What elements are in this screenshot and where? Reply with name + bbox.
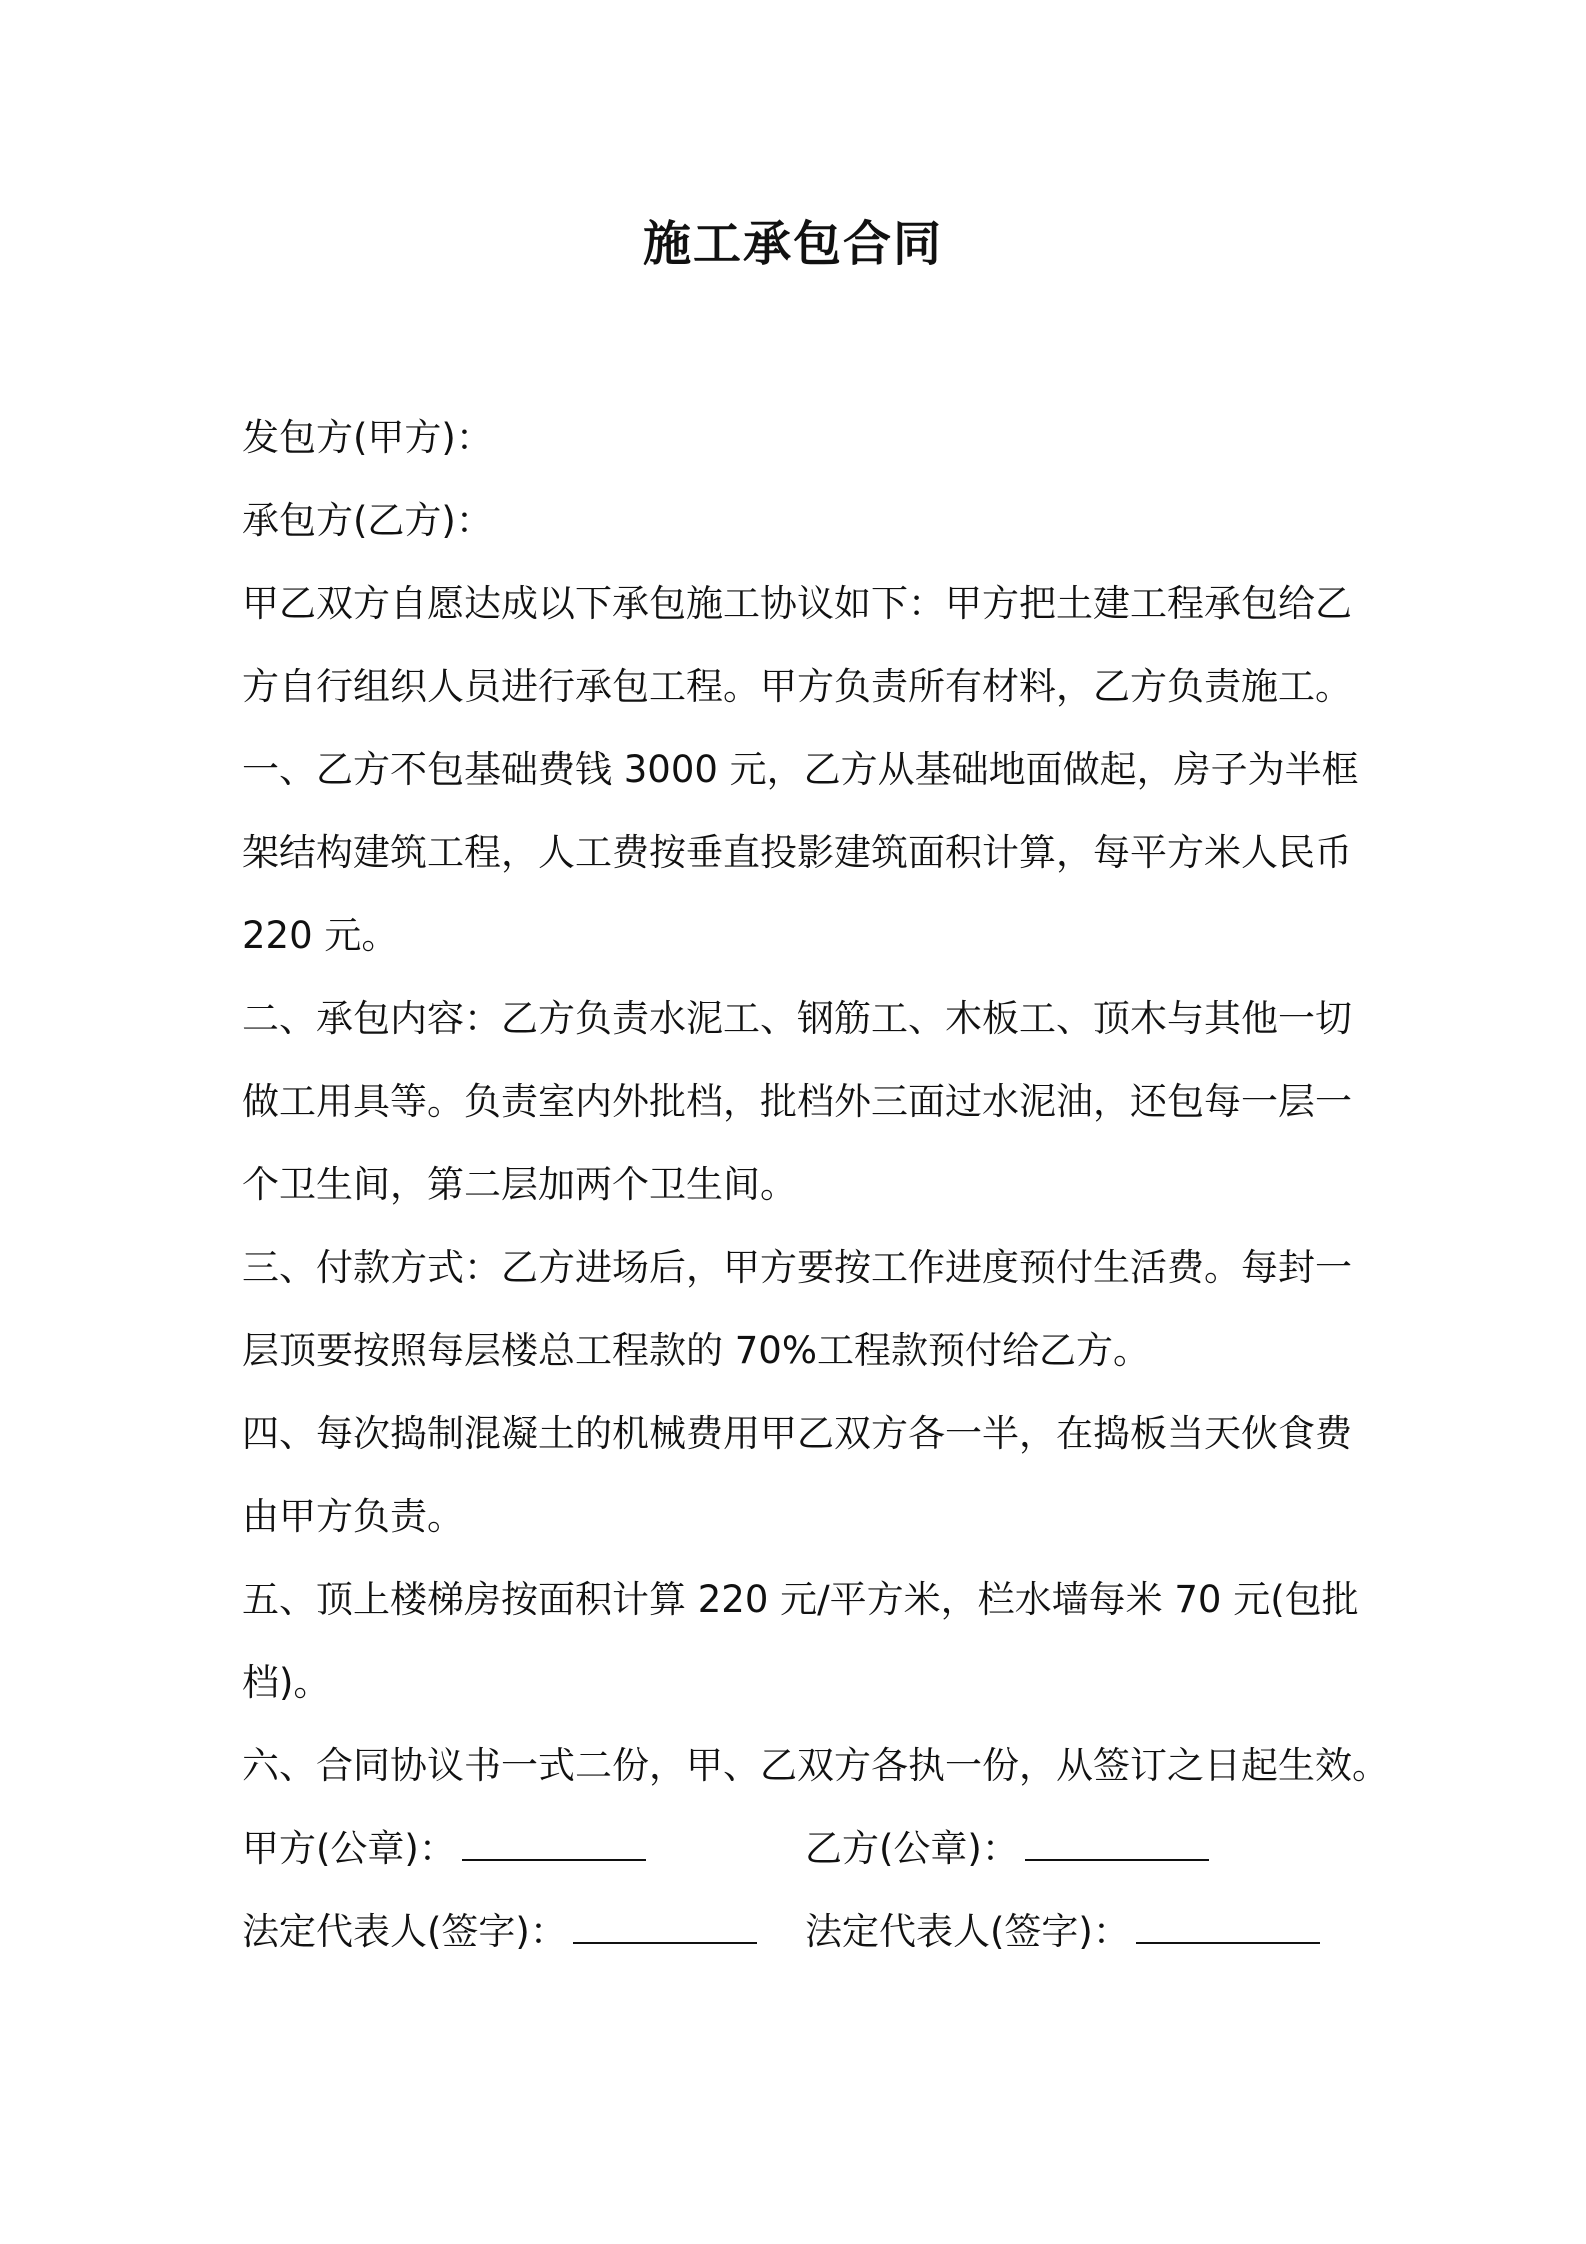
document-title: 施工承包合同 xyxy=(642,216,943,272)
clause-1-line-1: 一、乙方不包基础费钱 3000 元，乙方从基础地面做起，房子为半框 xyxy=(242,748,1359,791)
party-b-line: 承包方(乙方)： xyxy=(242,499,493,542)
clause-3-line-2: 层顶要按照每层楼总工程款的 70%工程款预付给乙方。 xyxy=(242,1329,1150,1372)
party-a-rep-label: 法定代表人(签字)： xyxy=(242,1910,567,1953)
clause-6-line-1: 六、合同协议书一式二份，甲、乙双方各执一份，从签订之日起生效。 xyxy=(242,1744,1389,1787)
clause-4-line-2: 由甲方负责。 xyxy=(242,1495,464,1538)
party-b-seal-blank[interactable] xyxy=(1025,1825,1209,1861)
party-a-seal-label: 甲方(公章)： xyxy=(242,1827,456,1870)
party-b-rep-field xyxy=(805,1900,1320,1964)
party-b-rep-blank[interactable] xyxy=(1136,1908,1320,1944)
party-a-line: 发包方(甲方)： xyxy=(242,416,493,459)
clause-5-line-1: 五、顶上楼梯房按面积计算 220 元/平方米，栏水墙每米 70 元(包批 xyxy=(242,1578,1359,1621)
agreement-intro-line-2: 方自行组织人员进行承包工程。甲方负责所有材料，乙方负责施工。 xyxy=(242,665,1352,708)
clause-5-line-2: 档)。 xyxy=(242,1661,331,1704)
clause-1-line-3: 220 元。 xyxy=(242,914,399,957)
agreement-intro-line-1: 甲乙双方自愿达成以下承包施工协议如下：甲方把土建工程承包给乙 xyxy=(242,582,1352,625)
representative-signature-row xyxy=(242,1900,1354,1983)
party-a-rep-blank[interactable] xyxy=(573,1908,757,1944)
party-b-rep-label: 法定代表人(签字)： xyxy=(805,1910,1130,1953)
clause-3-line-1: 三、付款方式：乙方进场后，甲方要按工作进度预付生活费。每封一 xyxy=(242,1246,1352,1289)
clause-4-line-1: 四、每次捣制混凝土的机械费用甲乙双方各一半，在捣板当天伙食费 xyxy=(242,1412,1352,1455)
party-a-rep-field xyxy=(242,1900,757,1964)
party-a-seal-blank[interactable] xyxy=(462,1825,646,1861)
clause-1-line-2: 架结构建筑工程，人工费按垂直投影建筑面积计算，每平方米人民币 xyxy=(242,831,1352,874)
contract-body xyxy=(242,406,1389,1983)
clause-2-line-2: 做工用具等。负责室内外批档，批档外三面过水泥油，还包每一层一 xyxy=(242,1080,1352,1123)
clause-2-line-3: 个卫生间，第二层加两个卫生间。 xyxy=(242,1163,797,1206)
party-a-seal-field xyxy=(242,1817,646,1881)
clause-2-line-1: 二、承包内容：乙方负责水泥工、钢筋工、木板工、顶木与其他一切 xyxy=(242,997,1352,1040)
seal-signature-row xyxy=(242,1817,1354,1900)
party-b-seal-field xyxy=(805,1817,1209,1881)
party-b-seal-label: 乙方(公章)： xyxy=(805,1827,1019,1870)
